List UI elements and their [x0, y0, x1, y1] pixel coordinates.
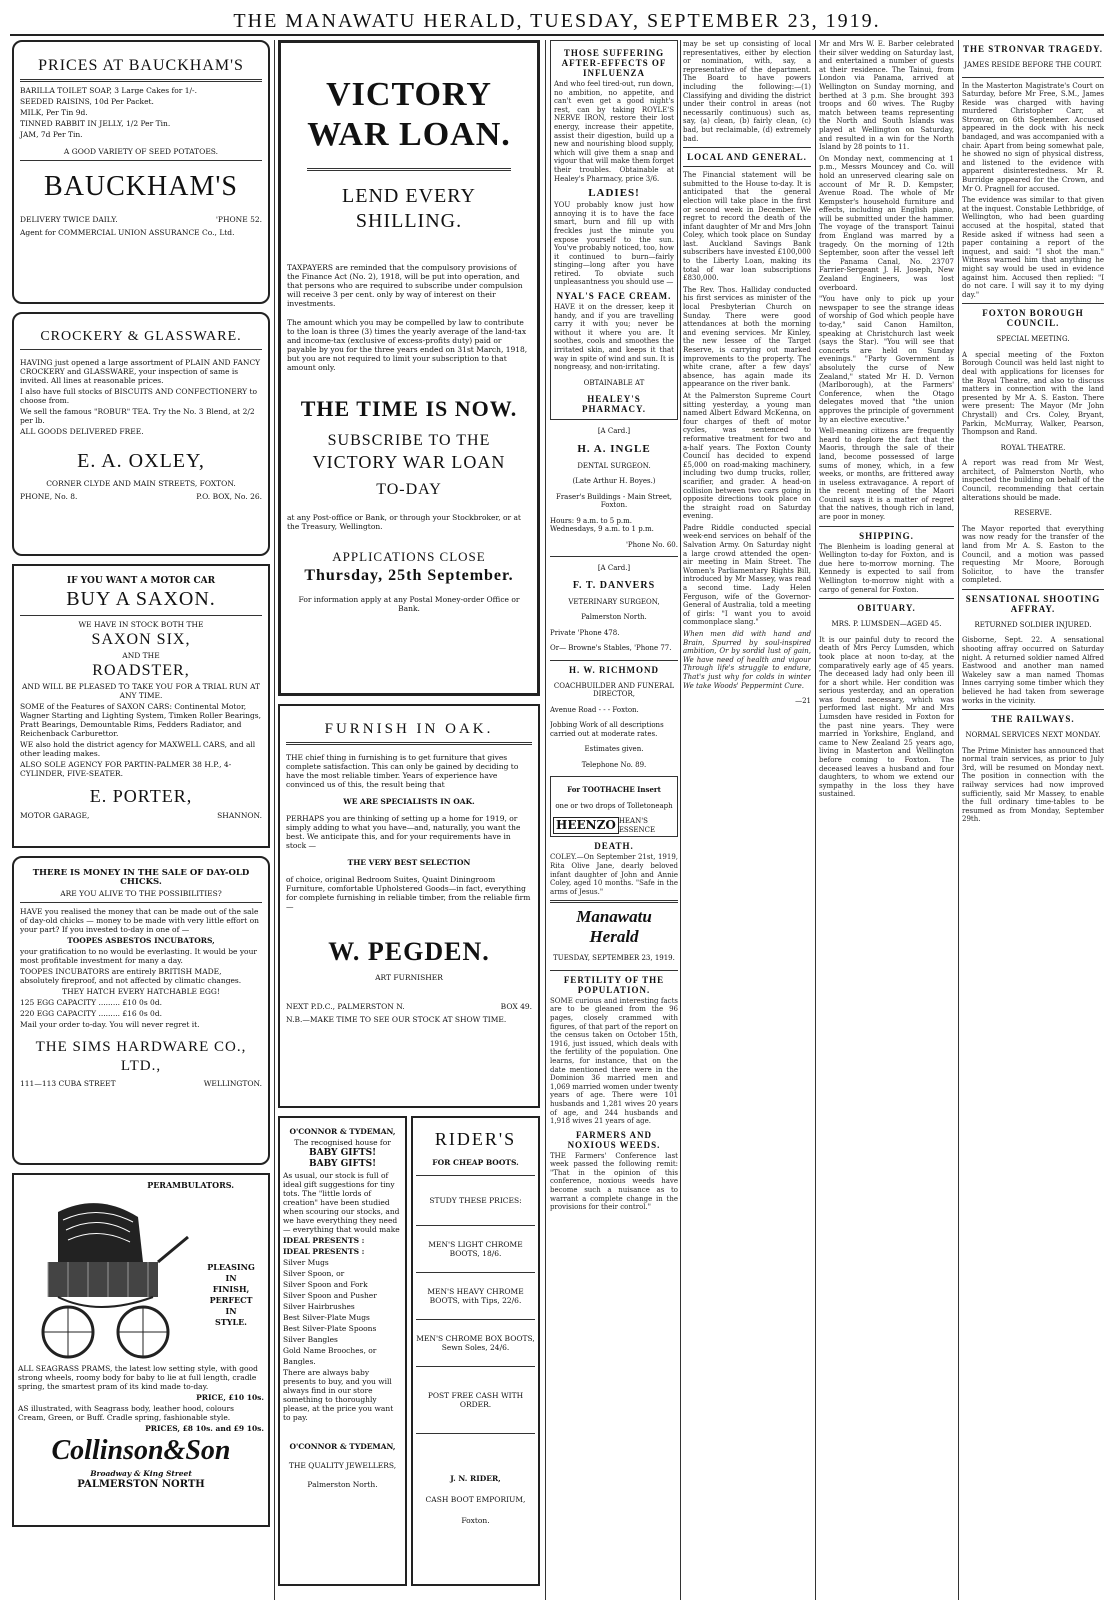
shop-name: E. A. OXLEY, — [77, 450, 205, 472]
article: may be set up consisting of local representatives, either by election or nomination, with, say, a representative of the department. The Board to have powers including the following:—(1) Classifying and dividing the district under their control in areas (not necessarily continuous) such as, say, (a) clean, (b) fairly clean, (c) bad, but reclaimable, (d) extremely bad. — [683, 40, 811, 143]
gift-item: Silver Mugs — [283, 1258, 329, 1267]
gift-item: Silver Hairbrushes — [283, 1302, 355, 1311]
nerve-iron-ad — [550, 40, 678, 420]
model: SAXON SIX, — [91, 631, 191, 648]
body: HAVE you realised the money that can be made out of the sale of day-old chicks — money to be made with very little effort on your part? If you invested to-day in one of — — [20, 907, 259, 934]
price: MEN'S LIGHT CHROME BOOTS, 18/6. — [428, 1240, 523, 1258]
features: SOME of the Features of SAXON CARS: Continental Motor, Wagner Starting and Lighting System, Timken Roller Bearings, Pratt Bearings, Demountable Rims, Fedders Radiator, and Reichenback Carburettor. — [20, 702, 262, 738]
column-rule — [815, 40, 816, 1600]
phone: 'Phone No. 60. — [625, 540, 678, 549]
price: MEN'S HEAVY CHROME BOOTS, with Tips, 22/6. — [427, 1287, 524, 1305]
prams-head: PERAMBULATORS. — [147, 1180, 234, 1190]
oxley-ad — [12, 312, 270, 556]
porter-ad — [12, 564, 270, 848]
stock: WE HAVE IN STOCK BOTH THE — [78, 620, 204, 629]
post: at any Post-office or Bank, or through your Stockbroker, or at the Treasury, Wellington. — [287, 513, 521, 531]
card: [A Card.] — [597, 564, 631, 573]
death-head: DEATH. — [594, 841, 634, 852]
headline: THE RAILWAYS. — [991, 714, 1075, 725]
item: JAM, 7d Per Tin. — [20, 130, 83, 139]
town: Palmerston North. — [307, 1480, 378, 1489]
model: ROADSTER, — [92, 662, 190, 679]
estimates: Estimates given. — [584, 745, 644, 754]
name: H. A. INGLE — [577, 442, 651, 455]
post: POST FREE CASH WITH ORDER. — [427, 1391, 524, 1409]
address: NEXT P.D.C., PALMERSTON N. — [286, 1002, 405, 1011]
column-rule — [545, 40, 546, 1600]
sub: SUBSCRIBE TO THE — [327, 432, 491, 449]
subhead: ARE YOU ALIVE TO THE POSSIBILITIES? — [60, 889, 222, 898]
body: We sell the famous "ROBUR" TEA. Try the No. 3 Blend, at 2/2 per lb. — [20, 407, 255, 425]
date: Thursday, 25th September. — [304, 567, 514, 584]
article: A special meeting of the Foxton Borough Council was held last night to deal with applications for licenses for the Royal Theatre, and also to discuss matters in connection with the land presented by Mr A. S. Easton. There were present: The Mayor (Mr John Chrystall) and Crs. Coley, Bryant, Parkin, McMurray, Walker, Pearson, Thompson and Rand. — [962, 350, 1104, 437]
headline: FERTILITY OF THE POPULATION. — [563, 974, 665, 995]
shop-name: E. PORTER, — [89, 786, 193, 806]
body: TAXPAYERS are reminded that the compulsory provisions of the Finance Act (No. 2), 1918, will be put into operation, and that persons who are required to subscribe under compulsion will receive 3 per cent. only by way of interest on their investments. — [287, 263, 523, 308]
column-rule — [274, 40, 275, 1600]
headline: SENSATIONAL SHOOTING AFFRAY. — [965, 593, 1101, 614]
ad-title: CROCKERY & GLASSWARE. — [40, 329, 242, 344]
mail: Mail your order to-day. You will never regret it. — [20, 1020, 200, 1029]
item: TINNED RABBIT IN JELLY, 1/2 Per Tin. — [20, 119, 171, 128]
head: O'CONNOR & TYDEMAN, — [289, 1127, 396, 1136]
phone: Telephone No. 89. — [581, 760, 647, 769]
phone: PHONE, No. 8. — [20, 492, 78, 501]
tydeman-ad — [278, 1116, 407, 1586]
article: It is our painful duty to record the death of Mrs Percy Lumsden, which took place at noon to-day, at the comparatively early age of 45 years. The deceased lady had only been ill for a short while. Her condition was serious yesterday, and an operation was found necessary, which was performed last night. Mr and Mrs Lumsden have resided in Foxton for the past nine years. They were married in Yorkshire, England, and came to New Zealand 25 years ago, living in Masterton and Wellington before coming to Foxton. The deceased leaves a husband and four daughters, to whom we extend our sympathy in the loss they have sustained. — [819, 635, 954, 799]
pharmacy: HEALEY'S PHARMACY. — [582, 394, 646, 415]
body: ALL SEAGRASS PRAMS, the latest low setting style, with good strong wheels, roomy body for baby to lie at full length, cradle spring, the smartest pram of its kind made to-day. — [18, 1364, 258, 1391]
collinson-logo: Collinson&Son — [51, 1435, 231, 1466]
ad-title: BUY A SAXON. — [66, 588, 216, 610]
address: Broadway & King Street — [90, 1469, 192, 1478]
column-2 — [278, 40, 540, 1600]
article: THE Farmers' Conference last week passed the following remit: "That in the opinion of this conference, noxious weeds have become such a nuisance as to warrant a complete change in the provisions for their control." — [550, 1151, 678, 1212]
article: Padre Riddle conducted special week-end services on behalf of the Salvation Army. On Saturday night a large crowd attended the open-air meeting in Main Street. The Women's Parliamentary Rights Bill, introduced by Mr Massey, was read a second time. Lady Helen Ferguson, wife of the Governor-General of Australia, told a meeting of girls: "I want you to avoid commonplace slang." — [683, 523, 811, 627]
head: THOSE SUFFERING AFTER-EFFECTS OF INFLUENZA — [561, 48, 667, 78]
sole: ALSO SOLE AGENCY FOR PARTIN-PALMER 38 H.P., 4-CYLINDER, FIVE-SEATER. — [20, 760, 232, 778]
nb: N.B.—MAKE TIME TO SEE OUR STOCK AT SHOW TIME. — [286, 1015, 507, 1024]
address: CORNER CLYDE AND MAIN STREETS, FOXTON. — [46, 479, 236, 488]
bauckham-ad — [12, 40, 270, 304]
spec: WE ARE SPECIALISTS IN OAK. — [343, 797, 475, 806]
gift-item: Best Silver-Plate Spoons — [283, 1324, 377, 1333]
top-line: IF YOU WANT A MOTOR CAR — [66, 576, 216, 586]
headline: THE TIME IS NOW. — [300, 396, 518, 421]
title: VICTORY — [326, 76, 492, 113]
headline: LOCAL AND GENERAL. — [687, 152, 807, 163]
body: of choice, original Bedroom Suites, Quaint Diningroom Furniture, comfortable Upholstered Goods—in fact, everything for complete furnishing in reliable timber, from the reliable firm — — [286, 875, 531, 911]
trial: AND WILL BE PLEASED TO TAKE YOU FOR A TRIAL RUN AT ANY TIME. — [21, 682, 260, 700]
body: ALL GOODS DELIVERED FREE. — [20, 427, 144, 436]
heenzo-logo: HEENZO — [553, 817, 619, 834]
address: Fraser's Buildings - Main Street, Foxton. — [555, 492, 673, 510]
box: P.O. BOX, No. 26. — [196, 492, 262, 501]
lend: LEND EVERY — [342, 185, 476, 207]
body: HAVE it on the dresser, keep it handy, and if you are travelling carry it with you; never be without it where you are. It soothes, cools and smoothes the irritated skin, and keeps it that way in spite of wind and sun. It is nongreasy, and non-irritating. — [554, 303, 674, 372]
address: 111—113 CUBA STREET — [20, 1079, 116, 1088]
death-notice: COLEY.—On September 21st, 1919, Rita Olive Jane, dearly beloved infant daughter of John and Annie Coley, aged 10 months. "Safe in the arms of Jesus." — [550, 853, 678, 896]
trade: VETERINARY SURGEON, — [568, 597, 660, 606]
trade: CASH BOOT EMPORIUM, — [425, 1495, 526, 1504]
article: SOME curious and interesting facts are to be gleaned from the 96 pages, closely crammed with figures, of that part of the report on the census taken on October 15th, 1916, just issued, which deals with the fertility of the population. One learns, for instance, that on the date mentioned there were in the Dominion 36 married men and 1,069 married women under twenty years of age. There were 101 husbands and 1,281 wives 20 years of age, and 244 husbands and 1,918 wives 21 years of age. — [550, 996, 678, 1126]
body: THE chief thing in furnishing is to get furniture that gives complete satisfaction. This can only be gained by deciding to have the most reliable timber. Years of experience have convinced us of this, the result being that — [286, 753, 519, 789]
article: Well-meaning citizens are frequently heard to deplore the fact that the Maoris, through the sale of their land, become possessed of large sums of money, which, in a few weeks, or months, are frittered away in useless extravagance. A report of the recent meeting of the Maori Council says it is a matter of regret that the natives, though rich in land, are poor in money. — [819, 427, 954, 522]
bottom-ads — [278, 1116, 540, 1594]
jobbing: Jobbing Work of all descriptions carried out at moderate rates. — [550, 721, 664, 738]
column-4 — [683, 40, 811, 1600]
article: In the Masterton Magistrate's Court on Saturday, before Mr Free, S.M., James Reside was charged with having murdered Christopher Carr, at Stronvar, on 6th September. Accused appeared in the dock with his neck bandaged, and was accompanied with a chair. Apart from being somewhat pale, he showed no sign of physical distress, and listened to the evidence with apparent disinterestedness. Mr R. Burridge appeared for the Crown, and Mr O. Pragnell for accused. — [962, 81, 1104, 193]
body: AS illustrated, with Seagrass body, leather hood, colours Cream, Green, or Buff. Cradle spring, fashionable style. — [18, 1404, 234, 1422]
headline: OBITUARY. — [857, 603, 916, 614]
and: AND THE — [122, 651, 160, 660]
study: STUDY THESE PRICES: — [429, 1196, 522, 1205]
article: At the Palmerston Supreme Court sitting yesterday, a young man named Albert Edward McKenna, on four charges of theft of motor cycles, was sentenced to reformative treatment for two and a-half years. The Foxton County Council has decided to expend £5,000 on road-making machinery, including two dump trucks, roller, scarifier, and grader. A head-on collision between two cars going in opposite directions took place on the straight road on Saturday evening. — [683, 391, 811, 521]
heenzo-ad — [550, 776, 678, 837]
ad-title: THERE IS MONEY IN THE SALE OF DAY-OLD CHICKS. — [32, 868, 250, 887]
article: The evidence was similar to that given at the inquest. Constable Lethbridge, of Wellington, who had been guarding accused at the hospital, stated that Reside asked if witness had seen a paper containing a report of the inquest, and said: "I shot the man." Witness warned him that anything he might say would be used in evidence against him. Accused then replied: "I do not care. I will say it to my dying day." — [962, 196, 1104, 299]
body: And who feel tired-out, run down, no ambition, no appetite, and can't even get a good night's rest, can by taking ROYLE'S NERVE IRON, restore their lost energy, increase their appetite, assist their digestion, build up a new and nourishing blood supply, which will give them a snap and vigour that will make them forget their troubles. Obtainable at Healey's Pharmacy, price 3/6. — [554, 80, 674, 183]
card: [A Card.] — [597, 427, 631, 436]
column-rule — [680, 40, 681, 1600]
lend: SHILLING. — [355, 210, 463, 232]
phone: Or— Browne's Stables, 'Phone 77. — [550, 644, 672, 653]
shop-name: J. N. RIDER, — [450, 1474, 501, 1483]
cream: NYAL'S FACE CREAM. — [556, 291, 672, 302]
item: BARILLA TOILET SOAP, 3 Large Cakes for 1/-. — [20, 86, 197, 95]
headline: SHIPPING. — [859, 530, 914, 541]
ladies: LADIES! — [588, 187, 640, 200]
item: MILK, Per Tin 9d. — [20, 108, 88, 117]
rider-ad — [411, 1116, 540, 1586]
name: F. T. DANVERS — [572, 579, 656, 591]
date: TUESDAY, SEPTEMBER 23, 1919. — [553, 954, 675, 963]
agency: WE also hold the district agency for MAXWELL CARS, and all other leading makes. — [20, 740, 256, 758]
body: The amount which you may be compelled by law to contribute to the loan is three (3) times the yearly average of the land-tax and income-tax (exclusive of excess-profits duty) paid or payable by you for the three years ended on 31st March, 1918, but you are not required to limit your subscription to that amount only. — [287, 318, 528, 372]
price: 125 EGG CAPACITY ......... £10 0s 0d. — [20, 998, 163, 1007]
address: Avenue Road - - - Foxton. — [550, 705, 639, 714]
shop-name: O'CONNOR & TYDEMAN, — [289, 1442, 396, 1451]
column-6 — [962, 40, 1104, 1600]
shop-name: THE SIMS HARDWARE CO., — [35, 1039, 247, 1055]
forms: For information apply at any Postal Money-order Office or Bank. — [298, 595, 520, 613]
gift-item: Silver Spoon, or — [283, 1269, 345, 1278]
article: The Financial statement will be submitted to the House to-day. It is anticipated that the general election will take place in the first or second week in December. We regret to record the death of the infant daughter of Mr and Mrs John Coley, which took place on Sunday last. Auckland Savings Bank subscribers have invested £100,000 to the Liberty Loan, making its total of war loan subscriptions £830,000. — [683, 171, 811, 283]
sims-ad — [12, 856, 270, 1165]
column-5 — [819, 40, 954, 1600]
sub: The recognised house for — [294, 1138, 391, 1147]
title: FURNISH IN OAK. — [324, 721, 494, 737]
body: I also have full stocks of BISCUITS AND CONFECTIONERY to choose from. — [20, 387, 257, 405]
shop-name: W. PEGDEN. — [328, 937, 490, 966]
hatch: THEY HATCH EVERY HATCHABLE EGG! — [62, 987, 220, 996]
sel: THE VERY BEST SELECTION — [347, 858, 471, 867]
tagline: PLEASING IN FINISH, PERFECT IN STYLE. — [207, 1262, 255, 1327]
masthead: THE MANAWATU HERALD, TUESDAY, SEPTEMBER 23, 1919. — [10, 8, 1104, 36]
phone: Private 'Phone 478. — [550, 628, 620, 637]
headline: THE STRONVAR TRAGEDY. — [962, 44, 1104, 54]
obit-name: MRS. P. LUMSDEN—AGED 45. — [831, 620, 942, 629]
obtain: OBTAINABLE AT — [583, 378, 645, 387]
gift: BABY GIFTS! — [308, 1148, 377, 1158]
town: Foxton. — [461, 1516, 490, 1525]
garage: MOTOR GARAGE, — [20, 811, 90, 820]
article: On Monday next, commencing at 1 p.m., Messrs Mouncey and Co. will hold an unreserved clearing sale on account of Mr R. D. Kempster, Avenue Road. The whole of Mr Kempster's household furniture and effects, including an English piano, will be submitted under the hammer. The voyage of the transport Tainui from England was marred by a tragedy. On the morning of 12th September, soon after the vessel left the Panama Canal, No. 23707 Farrier-Sergeant J. H. Joseph, New Zealand Engineers, was lost overboard. — [819, 154, 954, 292]
town: PALMERSTON NORTH — [77, 1479, 205, 1490]
subhead: NORMAL SERVICES NEXT MONDAY. — [965, 731, 1101, 740]
shop-name: BAUCKHAM'S — [44, 171, 238, 202]
today: TO-DAY — [376, 481, 442, 498]
subhead: JAMES RESIDE BEFORE THE COURT. — [964, 61, 1102, 69]
body: As usual, our stock is full of ideal gift suggestions for tiny tots. The "little lords of creation" have been studied when scouring our stocks, and we have everything they need — everything that would make — [283, 1171, 400, 1234]
price: 220 EGG CAPACITY ......... £16 0s 0d. — [20, 1009, 163, 1018]
body: HAVING just opened a large assortment of PLAIN AND FANCY CROCKERY and GLASSWARE, your inspection of same is invited. All lines at reasonable prices. — [20, 358, 261, 385]
close: APPLICATIONS CLOSE — [332, 549, 486, 564]
pegden-ad — [278, 704, 540, 1108]
subhead: ROYAL THEATRE. — [1000, 443, 1066, 452]
gift-item: Silver Bangles — [283, 1335, 338, 1344]
gift-item: Silver Spoon and Pusher — [283, 1291, 377, 1300]
title: WAR LOAN. — [307, 116, 511, 153]
body: your gratification to no would be everlasting. It would be your most profitable investment for many a day. — [20, 947, 257, 965]
perambulator-icon — [18, 1192, 198, 1362]
body: YOU probably know just how annoying it is to have the face smart, burn and fill up with freckles just the minute you expose yourself to the sun. You've probably noticed, too, how it continued to burn—fairly stinging—long after you have retired. To obviate such unpleasantness you should use — — [554, 201, 674, 287]
paper-title: Manawatu Herald — [576, 907, 652, 947]
collinson-ad — [12, 1173, 270, 1527]
sig: —21 — [795, 697, 811, 706]
trade: DENTAL SURGEON. — [577, 461, 651, 470]
late: (Late Arthur H. Boyes.) — [572, 477, 656, 486]
essence: HEAN'S ESSENCE — [618, 817, 656, 834]
gift-item: Best Silver-Plate Mugs — [283, 1313, 370, 1322]
price: PRICES, £8 10s. and £9 10s. — [145, 1424, 264, 1433]
gift-item: Silver Spoon and Fork — [283, 1280, 368, 1289]
product: TOOPES ASBESTOS INCUBATORS, — [67, 936, 215, 945]
gift-item: Bangles. — [283, 1357, 316, 1366]
phone: 'PHONE 52. — [215, 215, 262, 224]
article: "You have only to pick up your newspaper to see the strange ideas of worship of God which people have to-day," said Canon Hamilton, speaking at Christchurch last week (says the Star). "You will see that concerts are held on Sunday evenings." "Party Government is absolutely the curse of New Zealand," stated Mr H. D. Vernon (Marlborough), at the Farmers' Conference, when the Otago delegates moved that "the union approves the principle of government by an elective executive." — [819, 295, 954, 424]
title: RIDER'S — [434, 1129, 517, 1149]
subhead: RESERVE. — [1014, 509, 1052, 518]
price: PRICE, £10 10s. — [196, 1393, 264, 1402]
item: SEEDED RAISINS, 10d Per Packet. — [20, 97, 154, 106]
body: PERHAPS you are thinking of setting up a home for 1919, or simply adding to what you have—and, naturally, you want the best. We anticipate this, and for your requirements have in stock — — [286, 814, 521, 850]
trade: THE QUALITY JEWELLERS, — [288, 1461, 397, 1470]
ideal: IDEAL PRESENTS : — [283, 1236, 365, 1245]
hours: Hours: 9 a.m. to 5 p.m. Wednesdays, 9 a.m. to 1 p.m. — [550, 516, 654, 534]
ad-title: PRICES AT BAUCKHAM'S — [38, 57, 244, 74]
delivery: DELIVERY TWICE DAILY. — [20, 215, 118, 224]
article: The Mayor reported that everything was now ready for the transfer of the land from Mr A. S. Easton to the Council, and a motion was passed requesting Mr Moore, Borough Solicitor, to have the transfer completed. — [962, 524, 1104, 585]
article: Gisborne, Sept. 22. A sensational shooting affray occurred on Saturday night. A returned soldier named Alfred Eastwood and another man named Wakeley saw a man named Thomas Innes carrying some timber which they believed he had taken from sewerage works in the vicinity. — [962, 636, 1104, 705]
subhead: RETURNED SOLDIER INJURED. — [974, 620, 1092, 629]
trade: ART FURNISHER — [375, 973, 443, 982]
article: The Prime Minister has announced that normal train services, as prior to July 3rd, will be resumed on Monday next. The position in connection with the railway services had now improved sufficiently, said Mr Massey, to enable the full ordinary time-tables to be resumed as from Monday, September 29th. — [962, 746, 1104, 824]
body: There are always baby presents to buy, and you will always find in our store something to thoroughly please, at the price you want to pay. — [283, 1368, 394, 1422]
article: Mr and Mrs W. E. Barber celebrated their silver wedding on Saturday last, and entertained a number of guests at their residence. The Tainui, from London via Panama, arrived at Wellington on Sunday morning, and berthed at 3 p.m. She brought 393 troops and 60 wives. The Rugby match between teams representing the North and South Islands was played at Wellington on Saturday, and resulted in a win for the North Island by 28 points to 11. — [819, 40, 954, 152]
line: one or two drops of Tolletoneaph — [555, 801, 673, 810]
ltd: LTD., — [120, 1058, 162, 1074]
town: SHANNON. — [217, 811, 262, 820]
name: H. W. RICHMOND — [568, 664, 659, 675]
toothache: For TOOTHACHE Insert — [567, 785, 661, 795]
headline: FOXTON BOROUGH COUNCIL. — [982, 308, 1084, 329]
seeds: A GOOD VARIETY OF SEED POTATOES. — [63, 147, 219, 156]
verse: When men did with hand and Brain, Spurred by soul-inspired ambition, Or by sordid lust of gain, We have need of health and vigour Through life's struggle to endure, That's just why for colds in winter We take Woods' Peppermint Cure. — [683, 630, 811, 690]
column-1 — [12, 40, 270, 1600]
article: The Blenheim is loading general at Wellington to-day for Foxton, and is due here to-morrow morning. The Kennedy is expected to sail from Wellington to-morrow night with a cargo of general for Foxton. — [819, 542, 954, 594]
town: Palmerston North. — [581, 613, 647, 622]
agent: Agent for COMMERCIAL UNION ASSURANCE Co., Ltd. — [20, 228, 235, 237]
body: TOOPES INCUBATORS are entirely BRITISH MADE, absolutely fireproof, and not affected by climatic changes. — [20, 967, 242, 985]
column-rule — [958, 40, 959, 1600]
subhead: SPECIAL MEETING. — [996, 335, 1070, 344]
town: WELLINGTON. — [203, 1079, 262, 1088]
ideal: IDEAL PRESENTS : — [283, 1247, 365, 1256]
gift: BABY GIFTS! — [308, 1159, 377, 1169]
sub: VICTORY WAR LOAN — [312, 452, 506, 472]
trade: COACHBUILDER AND FUNERAL DIRECTOR, — [553, 681, 675, 699]
box: BOX 49. — [500, 1002, 532, 1011]
article: A report was read from Mr West, architect, of Palmerston North, who inspected the building on behalf of the Council, recommending that certain alterations should be made. — [962, 459, 1104, 502]
war-loan-ad — [278, 40, 540, 696]
gift-item: Gold Name Brooches, or — [283, 1346, 377, 1355]
price: MEN'S CHROME BOX BOOTS, Sewn Soles, 24/6. — [416, 1334, 535, 1352]
article: The Rev. Thos. Halliday conducted his first services as minister of the local Presbyterian Church on Sunday. There were good attendances at both the morning and evening services. Mr Kinley, the new lessee of the Target Reserve, is carrying out marked improvements to the property. The white crane, after a few days' absence, has again made its appearance on the river bank. — [683, 285, 811, 389]
column-3 — [550, 40, 678, 1600]
sub: FOR CHEAP BOOTS. — [432, 1158, 519, 1167]
headline: FARMERS AND NOXIOUS WEEDS. — [567, 1129, 661, 1150]
